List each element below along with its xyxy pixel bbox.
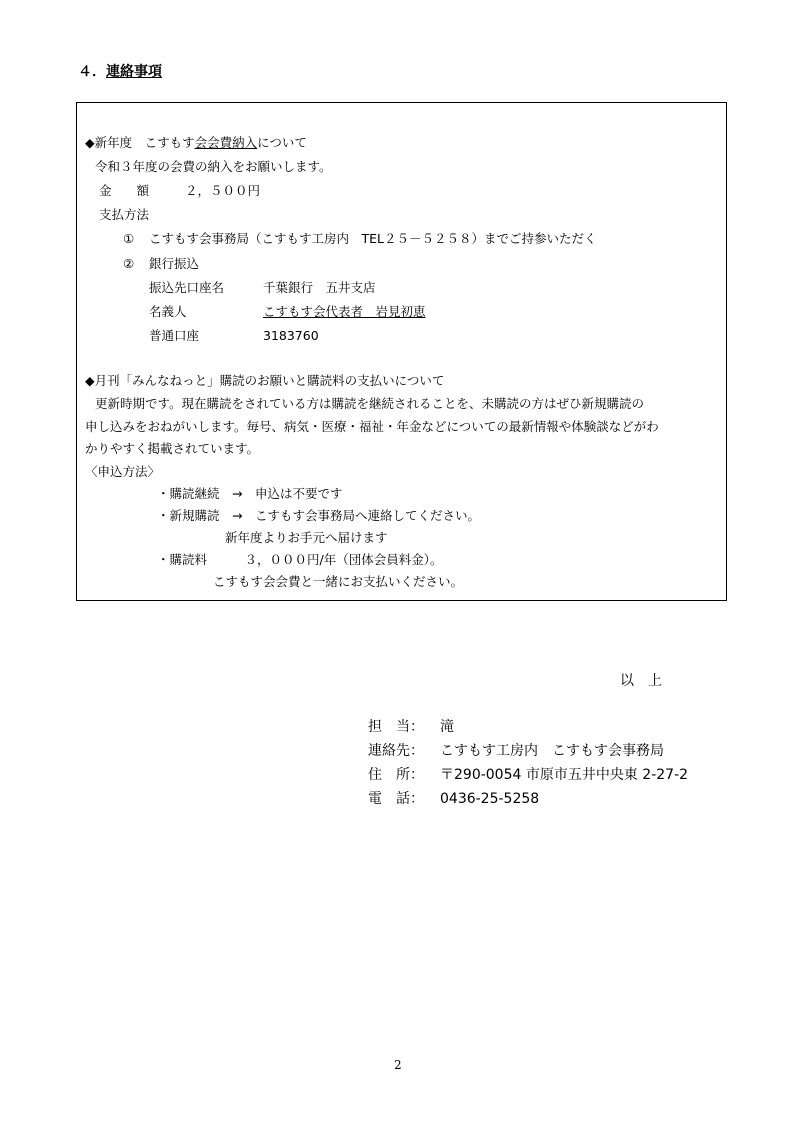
apply-item: ・購読料 ３，０００円/年（団体会員料金）。 bbox=[157, 552, 443, 567]
fee-title-prefix: ◆新年度 こすもす bbox=[85, 135, 195, 150]
bank-row-label: 普通口座 bbox=[149, 328, 200, 343]
bank-row-value: 千葉銀行 五井支店 bbox=[263, 280, 376, 295]
apply-item: こすもす会会費と一緒にお支払いください。 bbox=[213, 574, 464, 589]
contact-label: 住 所： bbox=[368, 767, 424, 783]
closing-mark: 以 上 bbox=[620, 673, 662, 689]
page-number: 2 bbox=[394, 1058, 402, 1072]
contact-value: 0436-25-5258 bbox=[440, 791, 540, 807]
newsletter-title: ◆月刊「みんなねっと」購読のお願いと購読料の支払いについて bbox=[85, 373, 445, 388]
amount-label: 金 額 bbox=[99, 183, 150, 198]
apply-method-label: 〈申込方法〉 bbox=[85, 464, 161, 479]
contact-value: 滝 bbox=[440, 719, 454, 735]
option2-number: ② bbox=[123, 256, 135, 271]
newsletter-body-line: かりやすく掲載されています。 bbox=[85, 441, 260, 456]
section-number: ４． bbox=[78, 64, 106, 80]
section-title: 連絡事項 bbox=[106, 64, 162, 80]
contact-value: こすもす工房内 こすもす会事務局 bbox=[440, 743, 664, 759]
option1-number: ① bbox=[123, 231, 135, 246]
fee-title-suffix: について bbox=[257, 135, 307, 150]
newsletter-body-line: 更新時期です。現在購読をされている方は購読を継続されることを、未購読の方はぜひ新規購読の bbox=[95, 396, 645, 411]
payment-method-label: 支払方法 bbox=[99, 207, 150, 222]
newsletter-body-line: 申し込みをおねがいします。毎号、病気・医療・福祉・年金などについての最新情報や体験談などがわ bbox=[85, 419, 659, 434]
contact-label: 連絡先： bbox=[368, 743, 424, 759]
fee-title bbox=[85, 135, 307, 151]
bank-row-value: 3183760 bbox=[263, 328, 319, 343]
apply-item: ・新規購読 → こすもす会事務局へ連絡してください。 bbox=[157, 508, 480, 523]
contact-label: 電 話： bbox=[368, 791, 424, 807]
option2-text: 銀行振込 bbox=[149, 256, 200, 271]
contact-label: 担 当： bbox=[368, 719, 424, 735]
apply-item: ・購読継続 → 申込は不要です bbox=[157, 486, 343, 501]
bank-row-label: 名義人 bbox=[149, 304, 187, 319]
amount-value: ２，５００円 bbox=[185, 183, 261, 198]
section-heading bbox=[78, 61, 162, 81]
bank-row-label: 振込先口座名 bbox=[149, 280, 225, 295]
bank-row-value: こすもす会代表者 岩見初恵 bbox=[263, 304, 426, 319]
option1-text: こすもす会事務局（こすもす工房内 TEL２５－５２５８）までご持参いただく bbox=[149, 231, 597, 246]
fee-title-underlined: 会会費納入 bbox=[194, 135, 258, 150]
apply-item: 新年度よりお手元へ届けます bbox=[225, 530, 388, 545]
contact-value: 〒290-0054 市原市五井中央東 2-27-2 bbox=[440, 767, 689, 783]
notice-box bbox=[76, 102, 727, 601]
fee-intro: 令和３年度の会費の納入をお願いします。 bbox=[95, 159, 332, 174]
